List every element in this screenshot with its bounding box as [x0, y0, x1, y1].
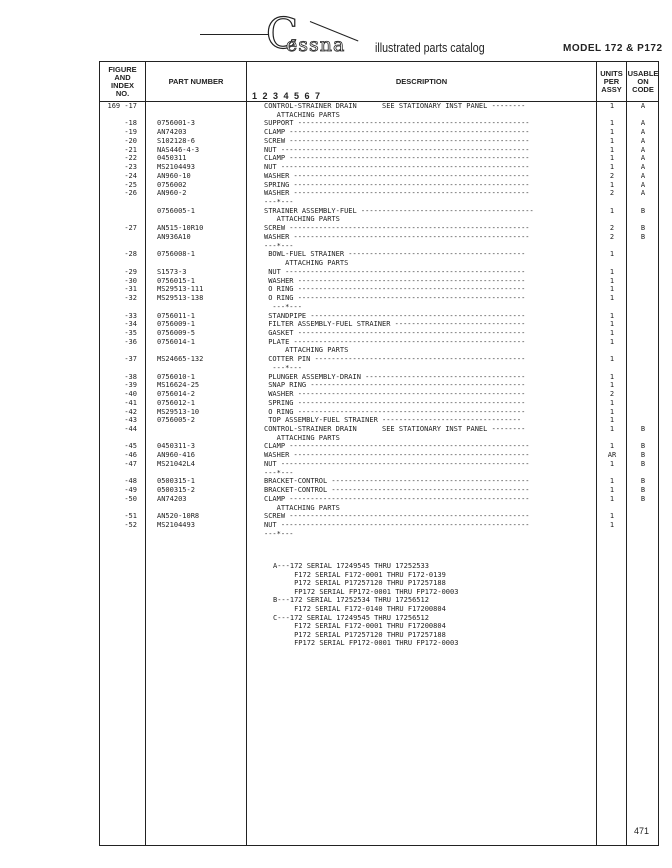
- units-per-assy: 1: [609, 477, 615, 486]
- units-per-assy: 1: [609, 311, 615, 320]
- description: WASHER --------------------------------------------------------: [264, 171, 530, 180]
- units-per-assy: 1: [609, 416, 615, 425]
- part-number: 0756001-3: [157, 119, 195, 128]
- figure-index: -23: [124, 163, 137, 172]
- usable-code: B: [640, 459, 646, 468]
- units-per-assy: 2: [609, 189, 615, 198]
- part-number: 0756010-1: [157, 372, 195, 381]
- part-number: 0756015-1: [157, 276, 195, 285]
- description: CLAMP ---------------------------------------------------------: [264, 154, 530, 163]
- description: ---*---: [264, 529, 294, 538]
- figure-index: 169 -17: [107, 102, 137, 110]
- description: SNAP RING ---------------------------------------------------: [264, 381, 526, 390]
- usable-code: B: [640, 494, 646, 503]
- usable-code: A: [640, 145, 646, 154]
- description-header: DESCRIPTION: [395, 77, 448, 86]
- model-label: MODEL 172 & P172: [563, 43, 663, 54]
- table-row: [100, 163, 660, 172]
- part-number: AN74203: [157, 494, 187, 503]
- description: STRAINER ASSEMBLY-FUEL -----------------------------------------: [264, 206, 534, 215]
- usable-code: B: [640, 477, 646, 486]
- serial-note-line: FP172 SERIAL FP172-0001 THRU FP172-0003: [273, 639, 459, 648]
- part-number: MS2104493: [157, 163, 195, 172]
- description: SPRING --------------------------------------------------------: [264, 180, 530, 189]
- description: SCREW ---------------------------------------------------------: [264, 224, 530, 233]
- figure-index: -30: [124, 276, 137, 285]
- part-number: 0756011-1: [157, 311, 195, 320]
- table-row: [100, 512, 660, 521]
- usable-code: A: [640, 163, 646, 172]
- logo-line: [200, 34, 268, 35]
- indent-digits: 1 2 3 4 5 6 7: [252, 91, 322, 101]
- table-row: [100, 154, 660, 163]
- units-per-assy: 1: [609, 494, 615, 503]
- description: WASHER ------------------------------------------------------: [264, 276, 526, 285]
- table-row: [100, 434, 660, 443]
- units-per-assy: 1: [609, 337, 615, 346]
- units-per-assy: AR: [607, 451, 617, 460]
- figure-index: -38: [124, 372, 137, 381]
- description: ATTACHING PARTS: [264, 215, 340, 224]
- units-per-assy: 1: [609, 163, 615, 172]
- units-per-assy: 1: [609, 442, 615, 451]
- usable-code: B: [640, 442, 646, 451]
- part-number: AN936A10: [157, 232, 191, 241]
- part-number: MS24665-132: [157, 355, 204, 364]
- figure-index: -51: [124, 512, 137, 521]
- table-row: [100, 504, 660, 513]
- figure-index: -42: [124, 407, 137, 416]
- part-number: 0756009-5: [157, 328, 195, 337]
- table-row: [100, 486, 660, 495]
- table-row: [100, 469, 660, 478]
- figure-index: -33: [124, 311, 137, 320]
- units-per-assy: 2: [609, 224, 615, 233]
- table-row: [100, 373, 660, 382]
- units-per-assy: 1: [609, 128, 615, 137]
- part-number: 0756012-1: [157, 398, 195, 407]
- catalog-title: illustrated parts catalog: [375, 40, 485, 55]
- description: WASHER --------------------------------------------------------: [264, 189, 530, 198]
- usable-code: A: [640, 171, 646, 180]
- part-number-header: PART NUMBER: [168, 77, 224, 86]
- part-number: AN960-416: [157, 451, 195, 460]
- figure-index: -35: [124, 328, 137, 337]
- units-per-assy: 1: [609, 294, 615, 303]
- units-per-assy: 1: [609, 102, 615, 110]
- description: O RING ------------------------------------------------------: [264, 294, 526, 303]
- description: NUT -----------------------------------------------------------: [264, 459, 530, 468]
- units-per-assy: 1: [609, 381, 615, 390]
- usable-code: A: [640, 136, 646, 145]
- table-row: [100, 198, 660, 207]
- usable-code: B: [640, 224, 646, 233]
- figure-index: -43: [124, 416, 137, 425]
- table-row: [100, 425, 660, 434]
- part-number: NAS446-4-3: [157, 145, 200, 154]
- usable-header: USABLE ON CODE: [627, 69, 659, 94]
- page-number: 471: [634, 826, 650, 836]
- figure-index: -20: [124, 136, 137, 145]
- description: ATTACHING PARTS: [264, 433, 340, 442]
- description: ---*---: [264, 198, 294, 207]
- description: SPRING ------------------------------------------------------: [264, 398, 526, 407]
- figure-index: -44: [124, 425, 137, 433]
- part-number: AN960-10: [157, 171, 191, 180]
- figure-index: -49: [124, 486, 137, 495]
- units-per-assy: 1: [609, 425, 615, 433]
- serial-note-line: P172 SERIAL P17257120 THRU P17257188: [273, 630, 446, 639]
- figure-index: -32: [124, 294, 137, 303]
- description: ---*---: [264, 302, 302, 311]
- table-row: [100, 137, 660, 146]
- table-row: [100, 355, 660, 364]
- description: BRACKET-CONTROL -----------------------------------------------: [264, 486, 530, 495]
- table-row: [100, 451, 660, 460]
- serial-note-line: P172 SERIAL P17257120 THRU P17257188: [273, 579, 446, 588]
- table-row: [100, 277, 660, 286]
- description: STANDPIPE ---------------------------------------------------: [264, 311, 526, 320]
- figure-index: -52: [124, 521, 137, 530]
- description: SUPPORT -------------------------------------------------------: [264, 119, 530, 128]
- table-row: [100, 207, 660, 216]
- table-row: [100, 102, 660, 111]
- part-number: MS29513-10: [157, 407, 200, 416]
- description: ---*---: [264, 241, 294, 250]
- description: NUT ---------------------------------------------------------: [264, 267, 526, 276]
- part-number: 0756014-1: [157, 337, 195, 346]
- units-per-assy: 1: [609, 119, 615, 128]
- parts-table: [99, 61, 659, 846]
- usable-code: A: [640, 128, 646, 137]
- usable-code: B: [640, 451, 646, 460]
- part-number: AN74203: [157, 128, 187, 137]
- serial-note-line: B---172 SERIAL 17252534 THRU 17256512: [273, 596, 429, 605]
- units-per-assy: 1: [609, 320, 615, 329]
- figure-index: -47: [124, 459, 137, 468]
- description: SCREW ---------------------------------------------------------: [264, 136, 530, 145]
- description: WASHER ------------------------------------------------------: [264, 390, 526, 399]
- usable-code: A: [640, 119, 646, 128]
- description: ---*---: [264, 363, 302, 372]
- part-number: AN515-10R10: [157, 224, 204, 233]
- table-row: [100, 312, 660, 321]
- units-per-assy: 1: [609, 206, 615, 215]
- description: O RING ------------------------------------------------------: [264, 407, 526, 416]
- serial-note-line: A---172 SERIAL 17249545 THRU 17252533: [273, 562, 429, 570]
- description: ATTACHING PARTS: [264, 259, 349, 268]
- units-per-assy: 2: [609, 171, 615, 180]
- serial-note-line: F172 SERIAL F172-0140 THRU F17200804: [273, 605, 446, 613]
- part-number: MS29513-111: [157, 285, 204, 294]
- logo-initial: C: [266, 9, 299, 58]
- units-per-assy: 1: [609, 407, 615, 416]
- description: CONTROL-STRAINER DRAIN SEE STATIONARY INST PANEL --------: [264, 102, 526, 110]
- description: PLATE -------------------------------------------------------: [264, 337, 526, 346]
- usable-code: B: [640, 232, 646, 241]
- description: SCREW ---------------------------------------------------------: [264, 512, 530, 521]
- description: CLAMP ---------------------------------------------------------: [264, 128, 530, 137]
- description: CONTROL-STRAINER DRAIN SEE STATIONARY INST PANEL --------: [264, 425, 526, 433]
- serial-note-line: C---172 SERIAL 17249545 THRU 17256512: [273, 613, 429, 622]
- figure-index: -36: [124, 337, 137, 346]
- figure-index: -41: [124, 398, 137, 407]
- units-per-assy: 1: [609, 486, 615, 495]
- description: BRACKET-CONTROL -----------------------------------------------: [264, 477, 530, 486]
- description: FILTER ASSEMBLY-FUEL STRAINER -------------------------------: [264, 320, 526, 329]
- description: ATTACHING PARTS: [264, 503, 340, 512]
- table-row: [100, 128, 660, 137]
- serial-note-line: F172 SERIAL F172-0001 THRU F17200804: [273, 622, 446, 631]
- usable-code: A: [640, 154, 646, 163]
- table-row: [100, 521, 660, 530]
- units-per-assy: 1: [609, 521, 615, 530]
- usable-code: B: [640, 486, 646, 495]
- figure-index: -18: [124, 119, 137, 128]
- table-row: [100, 294, 660, 303]
- usable-code: A: [640, 102, 646, 110]
- table-row: [100, 329, 660, 338]
- table-row: [100, 442, 660, 451]
- description: PLUNGER ASSEMBLY-DRAIN --------------------------------------: [264, 372, 526, 381]
- part-number: 0756009-1: [157, 320, 195, 329]
- part-number: 0756005-1: [157, 206, 195, 215]
- table-row: [100, 189, 660, 198]
- part-number: MS21042L4: [157, 459, 195, 468]
- table-row: [100, 530, 660, 539]
- figure-index: -45: [124, 442, 137, 451]
- table-row: [100, 146, 660, 155]
- usable-code: A: [640, 180, 646, 189]
- figure-index: -25: [124, 180, 137, 189]
- figure-index: -31: [124, 285, 137, 294]
- units-per-assy: 1: [609, 285, 615, 294]
- description: O RING ------------------------------------------------------: [264, 285, 526, 294]
- serial-note-line: F172 SERIAL F172-0001 THRU F172-0139: [273, 570, 446, 579]
- description: ATTACHING PARTS: [264, 110, 340, 119]
- part-number: 0756005-2: [157, 416, 195, 425]
- description: CLAMP ---------------------------------------------------------: [264, 494, 530, 503]
- part-number: 0756008-1: [157, 250, 195, 259]
- units-per-assy: 1: [609, 145, 615, 154]
- figure-index: -37: [124, 355, 137, 364]
- part-number: S1573-3: [157, 267, 187, 276]
- description: TOP ASSEMBLY-FUEL STRAINER ---------------------------------: [264, 416, 522, 425]
- description: ATTACHING PARTS: [264, 346, 349, 355]
- usable-code: B: [640, 206, 646, 215]
- figure-index: -27: [124, 224, 137, 233]
- units-header: UNITS PER ASSY: [600, 69, 623, 94]
- table-row: [100, 119, 660, 128]
- units-per-assy: 1: [609, 459, 615, 468]
- units-per-assy: 2: [609, 390, 615, 399]
- description: CLAMP ---------------------------------------------------------: [264, 442, 530, 451]
- part-number: 0756002: [157, 180, 187, 189]
- units-per-assy: 1: [609, 372, 615, 381]
- usable-code: A: [640, 189, 646, 198]
- table-row: [100, 346, 660, 355]
- logo-wordmark: essna: [286, 34, 346, 56]
- table-row: [100, 495, 660, 504]
- figure-index: -50: [124, 494, 137, 503]
- description: WASHER --------------------------------------------------------: [264, 451, 530, 460]
- description: BOWL-FUEL STRAINER ------------------------------------------: [264, 250, 526, 259]
- figure-index: -19: [124, 128, 137, 137]
- figure-index: -48: [124, 477, 137, 486]
- serial-note-line: FP172 SERIAL FP172-0001 THRU FP172-0003: [273, 587, 459, 596]
- figure-header: FIGURE AND INDEX NO.: [108, 65, 137, 98]
- description: COTTER PIN --------------------------------------------------: [264, 355, 526, 364]
- table-row: [100, 181, 660, 190]
- units-per-assy: 1: [609, 154, 615, 163]
- figure-index: -29: [124, 267, 137, 276]
- part-number: AN520-10R8: [157, 512, 200, 521]
- table-row: [100, 320, 660, 329]
- table-row: [100, 111, 660, 120]
- table-row: [100, 303, 660, 312]
- table-row: [100, 268, 660, 277]
- table-row: [100, 390, 660, 399]
- units-per-assy: 1: [609, 328, 615, 337]
- part-number: 0500315-1: [157, 477, 195, 486]
- figure-index: -22: [124, 154, 137, 163]
- units-per-assy: 1: [609, 512, 615, 521]
- figure-index: -46: [124, 451, 137, 460]
- table-row: [100, 381, 660, 390]
- description: WASHER --------------------------------------------------------: [264, 232, 530, 241]
- table-row: [100, 224, 660, 233]
- units-per-assy: 2: [609, 232, 615, 241]
- table-row: [100, 242, 660, 251]
- part-number: 0500315-2: [157, 486, 195, 495]
- table-row: [100, 338, 660, 347]
- units-per-assy: 1: [609, 355, 615, 364]
- description: NUT -----------------------------------------------------------: [264, 145, 530, 154]
- figure-index: -24: [124, 171, 137, 180]
- description: GASKET ------------------------------------------------------: [264, 328, 526, 337]
- table-row: [100, 250, 660, 259]
- figure-index: -28: [124, 250, 137, 259]
- units-per-assy: 1: [609, 136, 615, 145]
- units-per-assy: 1: [609, 180, 615, 189]
- figure-index: -40: [124, 390, 137, 399]
- table-row: [100, 233, 660, 242]
- units-per-assy: 1: [609, 398, 615, 407]
- table-row: [100, 364, 660, 373]
- description: ---*---: [264, 468, 294, 477]
- table-row: [100, 416, 660, 425]
- table-row: [100, 399, 660, 408]
- units-per-assy: 1: [609, 250, 615, 259]
- part-number: 0450311: [157, 154, 187, 163]
- figure-index: -21: [124, 145, 137, 154]
- table-row: [100, 259, 660, 268]
- description: NUT -----------------------------------------------------------: [264, 521, 530, 530]
- part-number: 0450311-3: [157, 442, 195, 451]
- part-number: MS2104493: [157, 521, 195, 530]
- usable-code: B: [640, 425, 646, 433]
- units-per-assy: 1: [609, 267, 615, 276]
- table-row: [100, 408, 660, 417]
- figure-index: -34: [124, 320, 137, 329]
- figure-index: -39: [124, 381, 137, 390]
- part-number: MS16624-25: [157, 381, 200, 390]
- part-number: AN960-2: [157, 189, 187, 198]
- table-row: [100, 215, 660, 224]
- part-number: S102128-6: [157, 136, 195, 145]
- table-row: [100, 285, 660, 294]
- description: NUT -----------------------------------------------------------: [264, 163, 530, 172]
- table-row: [100, 172, 660, 181]
- part-number: 0756014-2: [157, 390, 195, 399]
- table-row: [100, 477, 660, 486]
- table-row: [100, 460, 660, 469]
- figure-index: -26: [124, 189, 137, 198]
- units-per-assy: 1: [609, 276, 615, 285]
- part-number: MS29513-138: [157, 294, 204, 303]
